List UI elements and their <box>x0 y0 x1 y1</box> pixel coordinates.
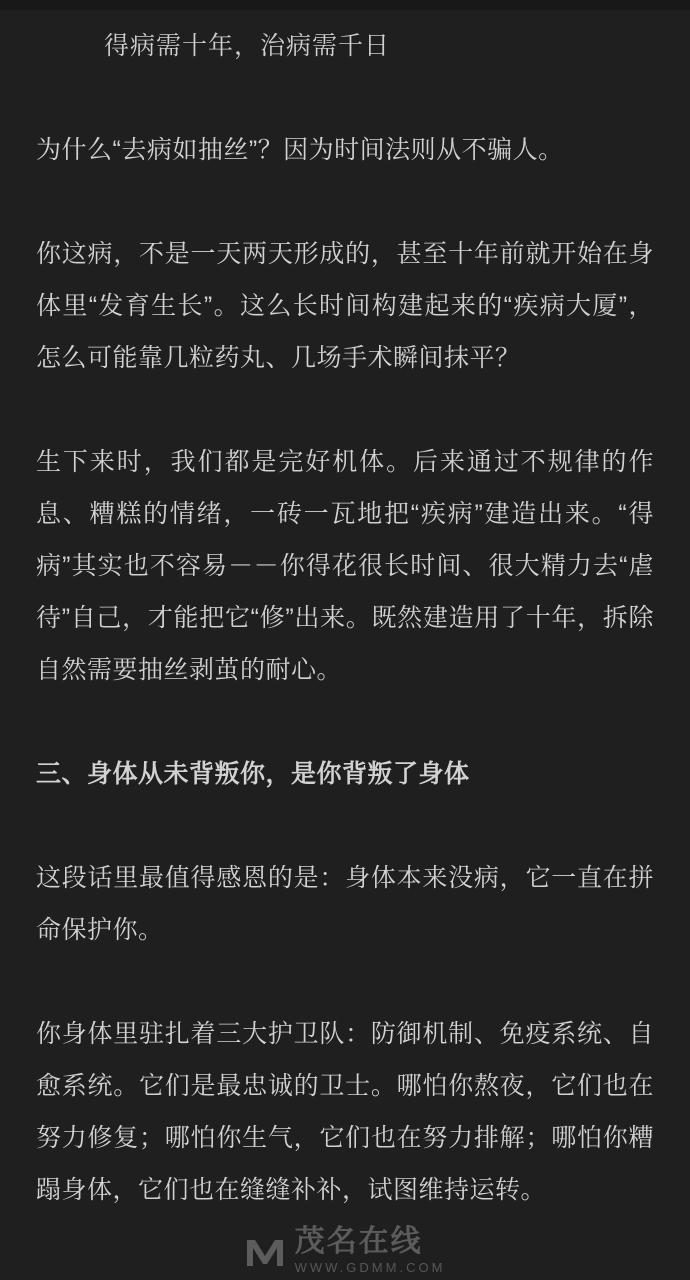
status-bar <box>0 0 690 10</box>
spacer <box>36 696 654 748</box>
paragraph-3: 生下来时，我们都是完好机体。后来通过不规律的作息、糟糕的情绪，一砖一瓦地把“疾病”建造出来。“得病”其实也不容易－－你得花很长时间、很大精力去“虐待”自己，才能把它“修”出来。既然建造用了十年，拆除自然需要抽丝剥茧的耐心。 <box>36 448 654 684</box>
spacer <box>36 384 654 436</box>
section-title: 三、身体从未背叛你，是你背叛了身体 <box>36 760 470 788</box>
watermark-subtitle: WWW.GDMM.COM <box>294 1260 446 1275</box>
article-heading: 得病需十年，治病需千日 <box>104 32 391 60</box>
spacer <box>36 176 654 228</box>
paragraph-1: 为什么“去病如抽丝”？因为时间法则从不骗人。 <box>36 136 564 164</box>
watermark-title: 茂名在线 <box>294 1225 423 1258</box>
spacer <box>36 956 654 1008</box>
article-body <box>36 70 654 1276</box>
spacer <box>36 72 654 124</box>
paragraph-2: 你这病，不是一天两天形成的，甚至十年前就开始在身体里“发育生长”。这么长时间构建起来的“疾病大厦”，怎么可能靠几粒药丸、几场手术瞬间抹平？ <box>36 240 654 372</box>
paragraph-4: 这段话里最值得感恩的是：身体本来没病，它一直在拼命保护你。 <box>36 864 654 944</box>
spacer <box>36 800 654 852</box>
paragraph-5: 你身体里驻扎着三大护卫队：防御机制、免疫系统、自愈系统。它们是最忠诚的卫士。哪怕你熬夜，它们也在努力修复；哪怕你生气，它们也在努力排解；哪怕你糟蹋身体，它们也在缝缝补补，试图维持运转。 <box>36 1020 654 1204</box>
